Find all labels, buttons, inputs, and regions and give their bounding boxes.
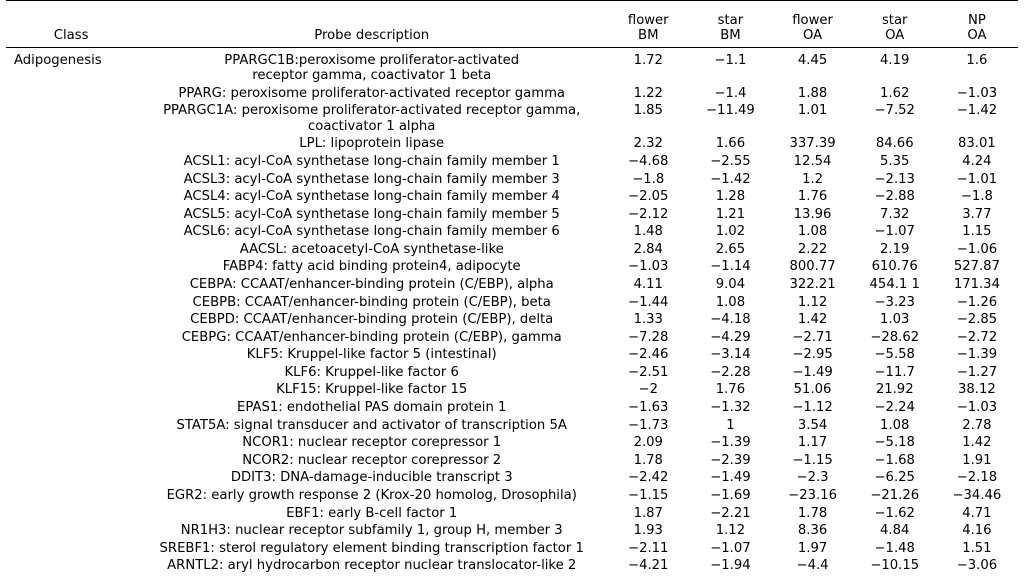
cell-np-oa: 38.12	[958, 382, 996, 398]
cell-probe-description	[136, 417, 607, 435]
cell-flower-bm: 1.85	[633, 103, 663, 119]
cell-star-oa: −1.48	[874, 540, 915, 556]
probe-line-1: KLF15: Kruppel-like factor 15	[276, 382, 468, 398]
column-header-flower-oa	[771, 1, 853, 47]
cell-star-oa: −2.88	[874, 189, 915, 205]
table-row	[6, 135, 1018, 153]
probe-line-1: STAT5A: signal transducer and activator of transcription 5A	[176, 417, 567, 433]
cell-flower-oa: 8.36	[797, 523, 828, 539]
cell-star-oa: −5.58	[874, 347, 915, 363]
cell-np-oa: 1.51	[962, 540, 992, 556]
cell-flower-bm: 1.87	[633, 505, 663, 521]
cell-np-oa: −2.85	[956, 312, 998, 328]
cell-probe-description	[136, 487, 607, 505]
probe-line-1: LPL: lipoprotein lipase	[299, 136, 445, 152]
cell-flower-oa: 13.96	[793, 206, 832, 222]
cell-probe-description	[136, 153, 607, 171]
probe-line-1: ACSL1: acyl-CoA synthetase long-chain family member 1	[183, 153, 560, 169]
cell-class	[6, 399, 136, 417]
cell-star-oa: −7.52	[874, 103, 915, 119]
cell-flower-bm: −2.42	[628, 470, 669, 486]
cell-class	[6, 153, 136, 171]
probe-line-1: CEBPB: CCAAT/enhancer-binding protein (C/EBP), beta	[192, 294, 551, 310]
probe-line-1: ARNTL2: aryl hydrocarbon receptor nuclear translocator-like 2	[167, 558, 577, 574]
cell-star-bm: −4.18	[710, 312, 751, 328]
cell-star-oa: 84.66	[875, 136, 914, 152]
cell-np-oa: −2.18	[956, 470, 998, 486]
column-header-star-bm	[689, 1, 771, 47]
cell-star-oa: 21.92	[875, 382, 914, 398]
cell-class	[6, 346, 136, 364]
cell-flower-oa: −1.15	[792, 452, 833, 468]
cell-flower-oa: −23.16	[788, 487, 837, 503]
probe-line-1: KLF6: Kruppel-like factor 6	[284, 364, 459, 380]
cell-class	[6, 452, 136, 470]
probe-line-1: CEBPD: CCAAT/enhancer-binding protein (C/EBP), delta	[190, 312, 554, 328]
table-row	[6, 522, 1018, 540]
cell-probe-description	[136, 346, 607, 364]
cell-star-bm: −2.28	[710, 364, 751, 380]
cell-class	[6, 294, 136, 312]
cell-probe-description	[136, 102, 607, 135]
probe-line-1: NCOR1: nuclear receptor corepressor 1	[242, 435, 502, 451]
cell-np-oa: −1.26	[956, 294, 998, 310]
cell-star-bm: 1.12	[715, 523, 746, 539]
table-row	[6, 399, 1018, 417]
cell-star-bm: −1.14	[710, 259, 751, 275]
cell-probe-description	[136, 188, 607, 206]
cell-class	[6, 540, 136, 558]
cell-star-bm: −1.39	[710, 435, 751, 451]
cell-flower-oa: 1.78	[797, 505, 828, 521]
cell-star-bm: 2.65	[715, 241, 746, 257]
cell-flower-oa: 51.06	[793, 382, 832, 398]
cell-star-oa: 4.19	[880, 52, 910, 68]
cell-np-oa: 1.42	[962, 435, 992, 451]
table-row	[6, 188, 1018, 206]
cell-star-bm: −1.69	[710, 487, 751, 503]
cell-star-oa: −1.07	[874, 224, 915, 240]
table-row	[6, 276, 1018, 294]
cell-np-oa: −1.42	[956, 103, 998, 119]
cell-probe-description	[136, 47, 607, 85]
table-row	[6, 364, 1018, 382]
probe-line-1: ACSL3: acyl-CoA synthetase long-chain family member 3	[183, 171, 560, 187]
cell-probe-description	[136, 522, 607, 540]
cell-star-oa: −5.18	[874, 435, 915, 451]
table-row	[6, 469, 1018, 487]
cell-flower-bm: 1.78	[633, 452, 663, 468]
cell-star-bm: −4.29	[710, 329, 751, 345]
cell-star-oa: 1.08	[880, 417, 910, 433]
cell-flower-oa: −1.49	[792, 364, 833, 380]
cell-class	[6, 85, 136, 103]
probe-line-1: DDIT3: DNA-damage-inducible transcript 3	[230, 470, 513, 486]
cell-probe-description	[136, 557, 607, 575]
table-row	[6, 434, 1018, 452]
cell-np-oa: 4.71	[962, 505, 992, 521]
probe-line-1: PPARGC1A: peroxisome proliferator-activated receptor gamma,	[163, 103, 581, 119]
cell-flower-bm: −4.21	[628, 558, 669, 574]
cell-class	[6, 241, 136, 259]
column-header-class-line1: Class	[53, 28, 89, 44]
cell-probe-description	[136, 171, 607, 189]
cell-flower-oa: 1.42	[797, 312, 828, 328]
cell-star-oa: −21.26	[870, 487, 920, 503]
cell-flower-bm: −2.05	[628, 189, 669, 205]
probe-line-1: AACSL: acetoacetyl-CoA synthetase-like	[239, 241, 504, 257]
cell-flower-bm: 1.48	[633, 224, 663, 240]
column-header-star-bm-line1: star	[717, 13, 744, 29]
cell-np-oa: −1.27	[956, 364, 998, 380]
cell-flower-bm: −1.15	[628, 487, 669, 503]
column-header-star-oa-line1: star	[881, 13, 908, 29]
cell-star-oa: 454.1 1	[869, 277, 920, 293]
probe-line-1: FABP4: fatty acid binding protein4, adipocyte	[222, 259, 521, 275]
cell-star-oa: −2.13	[874, 171, 915, 187]
column-header-flower-bm-line2: BM	[638, 28, 659, 44]
probe-line-1: SREBF1: sterol regulatory element binding transcription factor 1	[159, 540, 584, 556]
cell-star-oa: −28.62	[870, 329, 920, 345]
table-row	[6, 311, 1018, 329]
cell-star-bm: −1.07	[710, 540, 751, 556]
cell-star-bm: 9.04	[715, 277, 746, 293]
cell-star-oa: 2.19	[880, 241, 910, 257]
cell-np-oa: 83.01	[958, 136, 996, 152]
cell-star-oa: −1.68	[874, 452, 915, 468]
probe-line-2: coactivator 1 alpha	[308, 118, 436, 134]
cell-star-oa: −1.62	[874, 505, 915, 521]
cell-flower-bm: −4.68	[628, 153, 669, 169]
cell-star-oa: −10.15	[870, 558, 920, 574]
cell-star-bm: −1.94	[710, 558, 751, 574]
cell-flower-bm: 4.11	[633, 277, 663, 293]
probe-line-1: EBF1: early B-cell factor 1	[286, 505, 458, 521]
cell-np-oa: 1.15	[962, 224, 992, 240]
cell-probe-description	[136, 223, 607, 241]
cell-np-oa: 171.34	[953, 277, 1000, 293]
table-row	[6, 557, 1018, 575]
cell-star-bm: −2.55	[710, 153, 751, 169]
cell-star-bm: 1	[726, 417, 735, 433]
column-header-np-oa	[936, 1, 1018, 47]
cell-flower-oa: 1.2	[802, 171, 824, 187]
cell-flower-oa: −2.3	[796, 470, 829, 486]
column-header-flower-bm	[607, 1, 689, 47]
cell-flower-oa: 1.97	[797, 540, 828, 556]
cell-star-bm: −1.49	[710, 470, 751, 486]
table-row	[6, 223, 1018, 241]
cell-class	[6, 135, 136, 153]
cell-star-oa: −2.24	[874, 400, 915, 416]
table-row	[6, 258, 1018, 276]
cell-class	[6, 557, 136, 575]
cell-probe-description	[136, 294, 607, 312]
probe-line-1: ACSL4: acyl-CoA synthetase long-chain family member 4	[183, 189, 560, 205]
cell-class	[6, 223, 136, 241]
probe-line-1: ACSL6: acyl-CoA synthetase long-chain family member 6	[183, 224, 560, 240]
cell-class	[6, 469, 136, 487]
cell-star-oa: 5.35	[880, 153, 910, 169]
cell-probe-description	[136, 206, 607, 224]
cell-flower-oa: 1.01	[797, 103, 828, 119]
column-header-flower-bm-line1: flower	[627, 13, 669, 29]
probe-line-1: PPARGC1B:peroxisome proliferator-activated	[224, 52, 520, 68]
cell-probe-description	[136, 364, 607, 382]
cell-class	[6, 258, 136, 276]
table-row	[6, 241, 1018, 259]
probe-line-1: CEBPG: CCAAT/enhancer-binding protein (C/EBP), gamma	[181, 329, 562, 345]
cell-np-oa: 4.16	[962, 523, 992, 539]
cell-np-oa: −3.06	[956, 558, 998, 574]
table-row	[6, 487, 1018, 505]
table-row	[6, 329, 1018, 347]
cell-class	[6, 276, 136, 294]
cell-flower-oa: 1.08	[797, 224, 828, 240]
column-header-star-oa	[854, 1, 936, 47]
cell-flower-oa: −2.71	[792, 329, 833, 345]
cell-flower-bm: 1.72	[633, 52, 663, 68]
cell-probe-description	[136, 540, 607, 558]
cell-flower-bm: 1.93	[633, 523, 663, 539]
table-header	[6, 1, 1018, 48]
cell-np-oa: −1.8	[960, 189, 993, 205]
cell-np-oa: −1.03	[956, 400, 998, 416]
cell-class	[6, 171, 136, 189]
column-header-flower-oa-line2: OA	[802, 28, 823, 44]
cell-flower-bm: −7.28	[628, 329, 669, 345]
cell-star-bm: −1.4	[714, 85, 747, 101]
cell-class: Adipogenesis	[14, 52, 102, 68]
cell-flower-bm: 1.33	[633, 312, 663, 328]
cell-class	[6, 206, 136, 224]
cell-flower-oa: 1.76	[797, 189, 828, 205]
probe-line-1: NR1H3: nuclear receptor subfamily 1, group H, member 3	[180, 523, 563, 539]
table-row	[6, 47, 1018, 85]
cell-star-bm: −1.32	[710, 400, 751, 416]
column-header-flower-oa-line1: flower	[792, 13, 833, 29]
cell-star-bm: 1.08	[715, 294, 746, 310]
cell-flower-oa: 800.77	[789, 259, 836, 275]
cell-star-oa: −6.25	[874, 470, 915, 486]
cell-star-oa: 1.03	[880, 312, 910, 328]
cell-probe-description	[136, 85, 607, 103]
table-row	[6, 381, 1018, 399]
cell-flower-oa: −4.4	[796, 558, 829, 574]
table-body	[6, 47, 1018, 575]
cell-flower-oa: 2.22	[797, 241, 828, 257]
cell-flower-bm: −1.44	[628, 294, 669, 310]
cell-np-oa: 1.6	[966, 52, 988, 68]
cell-flower-oa: 1.12	[797, 294, 828, 310]
cell-probe-description	[136, 399, 607, 417]
cell-class	[6, 102, 136, 135]
column-header-class	[6, 1, 136, 47]
probe-line-1: CEBPA: CCAAT/enhancer-binding protein (C/EBP), alpha	[189, 277, 554, 293]
cell-np-oa: −2.72	[956, 329, 998, 345]
table-row	[6, 417, 1018, 435]
cell-star-oa: −3.23	[874, 294, 915, 310]
probe-line-1: KLF5: Kruppel-like factor 5 (intestinal)	[246, 347, 497, 363]
table-row	[6, 540, 1018, 558]
cell-flower-bm: 2.32	[633, 136, 663, 152]
cell-star-bm: −11.49	[706, 103, 755, 119]
cell-probe-description	[136, 505, 607, 523]
probe-line-1: PPARG: peroxisome proliferator-activated receptor gamma	[178, 85, 566, 101]
column-header-np-oa-line2: OA	[967, 28, 987, 44]
table-row	[6, 206, 1018, 224]
cell-class	[6, 329, 136, 347]
probe-line-2: receptor gamma, coactivator 1 beta	[252, 68, 492, 84]
cell-probe-description	[136, 469, 607, 487]
cell-star-bm: 1.02	[715, 224, 746, 240]
cell-flower-oa: 4.45	[797, 52, 828, 68]
table-row	[6, 294, 1018, 312]
cell-np-oa: −1.39	[956, 347, 998, 363]
probe-line-1: NCOR2: nuclear receptor corepressor 2	[242, 452, 502, 468]
cell-probe-description	[136, 434, 607, 452]
cell-star-bm: −3.14	[710, 347, 751, 363]
cell-flower-oa: 1.17	[797, 435, 828, 451]
cell-star-oa: 1.62	[880, 85, 910, 101]
column-header-np-oa-line1: NP	[967, 13, 986, 29]
cell-star-oa: 610.76	[871, 259, 918, 275]
table-row	[6, 346, 1018, 364]
column-header-probe-description	[136, 1, 607, 47]
column-header-star-oa-line2: OA	[885, 28, 905, 44]
cell-flower-bm: 2.09	[633, 435, 663, 451]
cell-np-oa: −34.46	[952, 487, 1002, 503]
cell-flower-oa: 1.88	[797, 85, 828, 101]
cell-class	[6, 364, 136, 382]
cell-flower-bm: −2.51	[628, 364, 669, 380]
cell-star-bm: 1.76	[715, 382, 746, 398]
cell-np-oa: 3.77	[962, 206, 992, 222]
cell-probe-description	[136, 241, 607, 259]
cell-flower-bm: −2.11	[628, 540, 669, 556]
cell-star-bm: −2.21	[710, 505, 751, 521]
cell-probe-description	[136, 276, 607, 294]
cell-star-bm: 1.66	[715, 136, 746, 152]
cell-flower-oa: 337.39	[789, 136, 836, 152]
cell-probe-description	[136, 381, 607, 399]
cell-probe-description	[136, 258, 607, 276]
cell-class	[6, 487, 136, 505]
cell-flower-oa: 3.54	[797, 417, 828, 433]
cell-flower-bm: −2	[638, 382, 658, 398]
cell-flower-bm: −2.12	[628, 206, 669, 222]
column-header-star-bm-line2: BM	[720, 28, 741, 44]
table-row	[6, 85, 1018, 103]
cell-class	[6, 417, 136, 435]
cell-star-bm: −1.1	[714, 52, 747, 68]
cell-flower-bm: −1.63	[628, 400, 669, 416]
probe-line-1: ACSL5: acyl-CoA synthetase long-chain family member 5	[183, 206, 560, 222]
cell-probe-description	[136, 135, 607, 153]
cell-star-bm: 1.21	[715, 206, 746, 222]
cell-np-oa: 4.24	[962, 153, 992, 169]
cell-class	[6, 381, 136, 399]
cell-star-oa: −11.7	[874, 364, 915, 380]
cell-class	[6, 434, 136, 452]
cell-class	[6, 188, 136, 206]
cell-flower-oa: −1.12	[792, 400, 833, 416]
cell-star-oa: 7.32	[880, 206, 910, 222]
cell-probe-description	[136, 311, 607, 329]
cell-np-oa: −1.03	[956, 85, 998, 101]
cell-class	[6, 505, 136, 523]
cell-class	[6, 311, 136, 329]
table-row	[6, 102, 1018, 135]
table-row	[6, 153, 1018, 171]
cell-star-bm: −2.39	[710, 452, 751, 468]
probe-line-1: EGR2: early growth response 2 (Krox-20 homolog, Drosophila)	[166, 487, 577, 503]
cell-probe-description	[136, 329, 607, 347]
table-row	[6, 171, 1018, 189]
cell-flower-bm: 2.84	[633, 241, 663, 257]
cell-probe-description	[136, 452, 607, 470]
cell-np-oa: 2.78	[962, 417, 992, 433]
cell-star-bm: −1.42	[710, 171, 751, 187]
cell-np-oa: 527.87	[953, 259, 1000, 275]
table-row	[6, 505, 1018, 523]
cell-class	[6, 522, 136, 540]
cell-star-oa: 4.84	[880, 523, 910, 539]
cell-star-bm: 1.28	[715, 189, 746, 205]
cell-flower-bm: −2.46	[628, 347, 669, 363]
cell-flower-oa: −2.95	[792, 347, 833, 363]
table-row	[6, 452, 1018, 470]
cell-flower-oa: 322.21	[789, 277, 836, 293]
cell-flower-bm: −1.73	[628, 417, 669, 433]
cell-np-oa: −1.01	[956, 171, 998, 187]
cell-flower-bm: −1.8	[632, 171, 665, 187]
cell-np-oa: −1.06	[956, 241, 998, 257]
cell-flower-bm: −1.03	[628, 259, 669, 275]
cell-flower-oa: 12.54	[793, 153, 832, 169]
gene-expression-table	[6, 0, 1018, 575]
column-header-probe-line1: Probe description	[314, 28, 430, 44]
cell-np-oa: 1.91	[962, 452, 992, 468]
probe-line-1: EPAS1: endothelial PAS domain protein 1	[237, 400, 507, 416]
cell-flower-bm: 1.22	[633, 85, 663, 101]
